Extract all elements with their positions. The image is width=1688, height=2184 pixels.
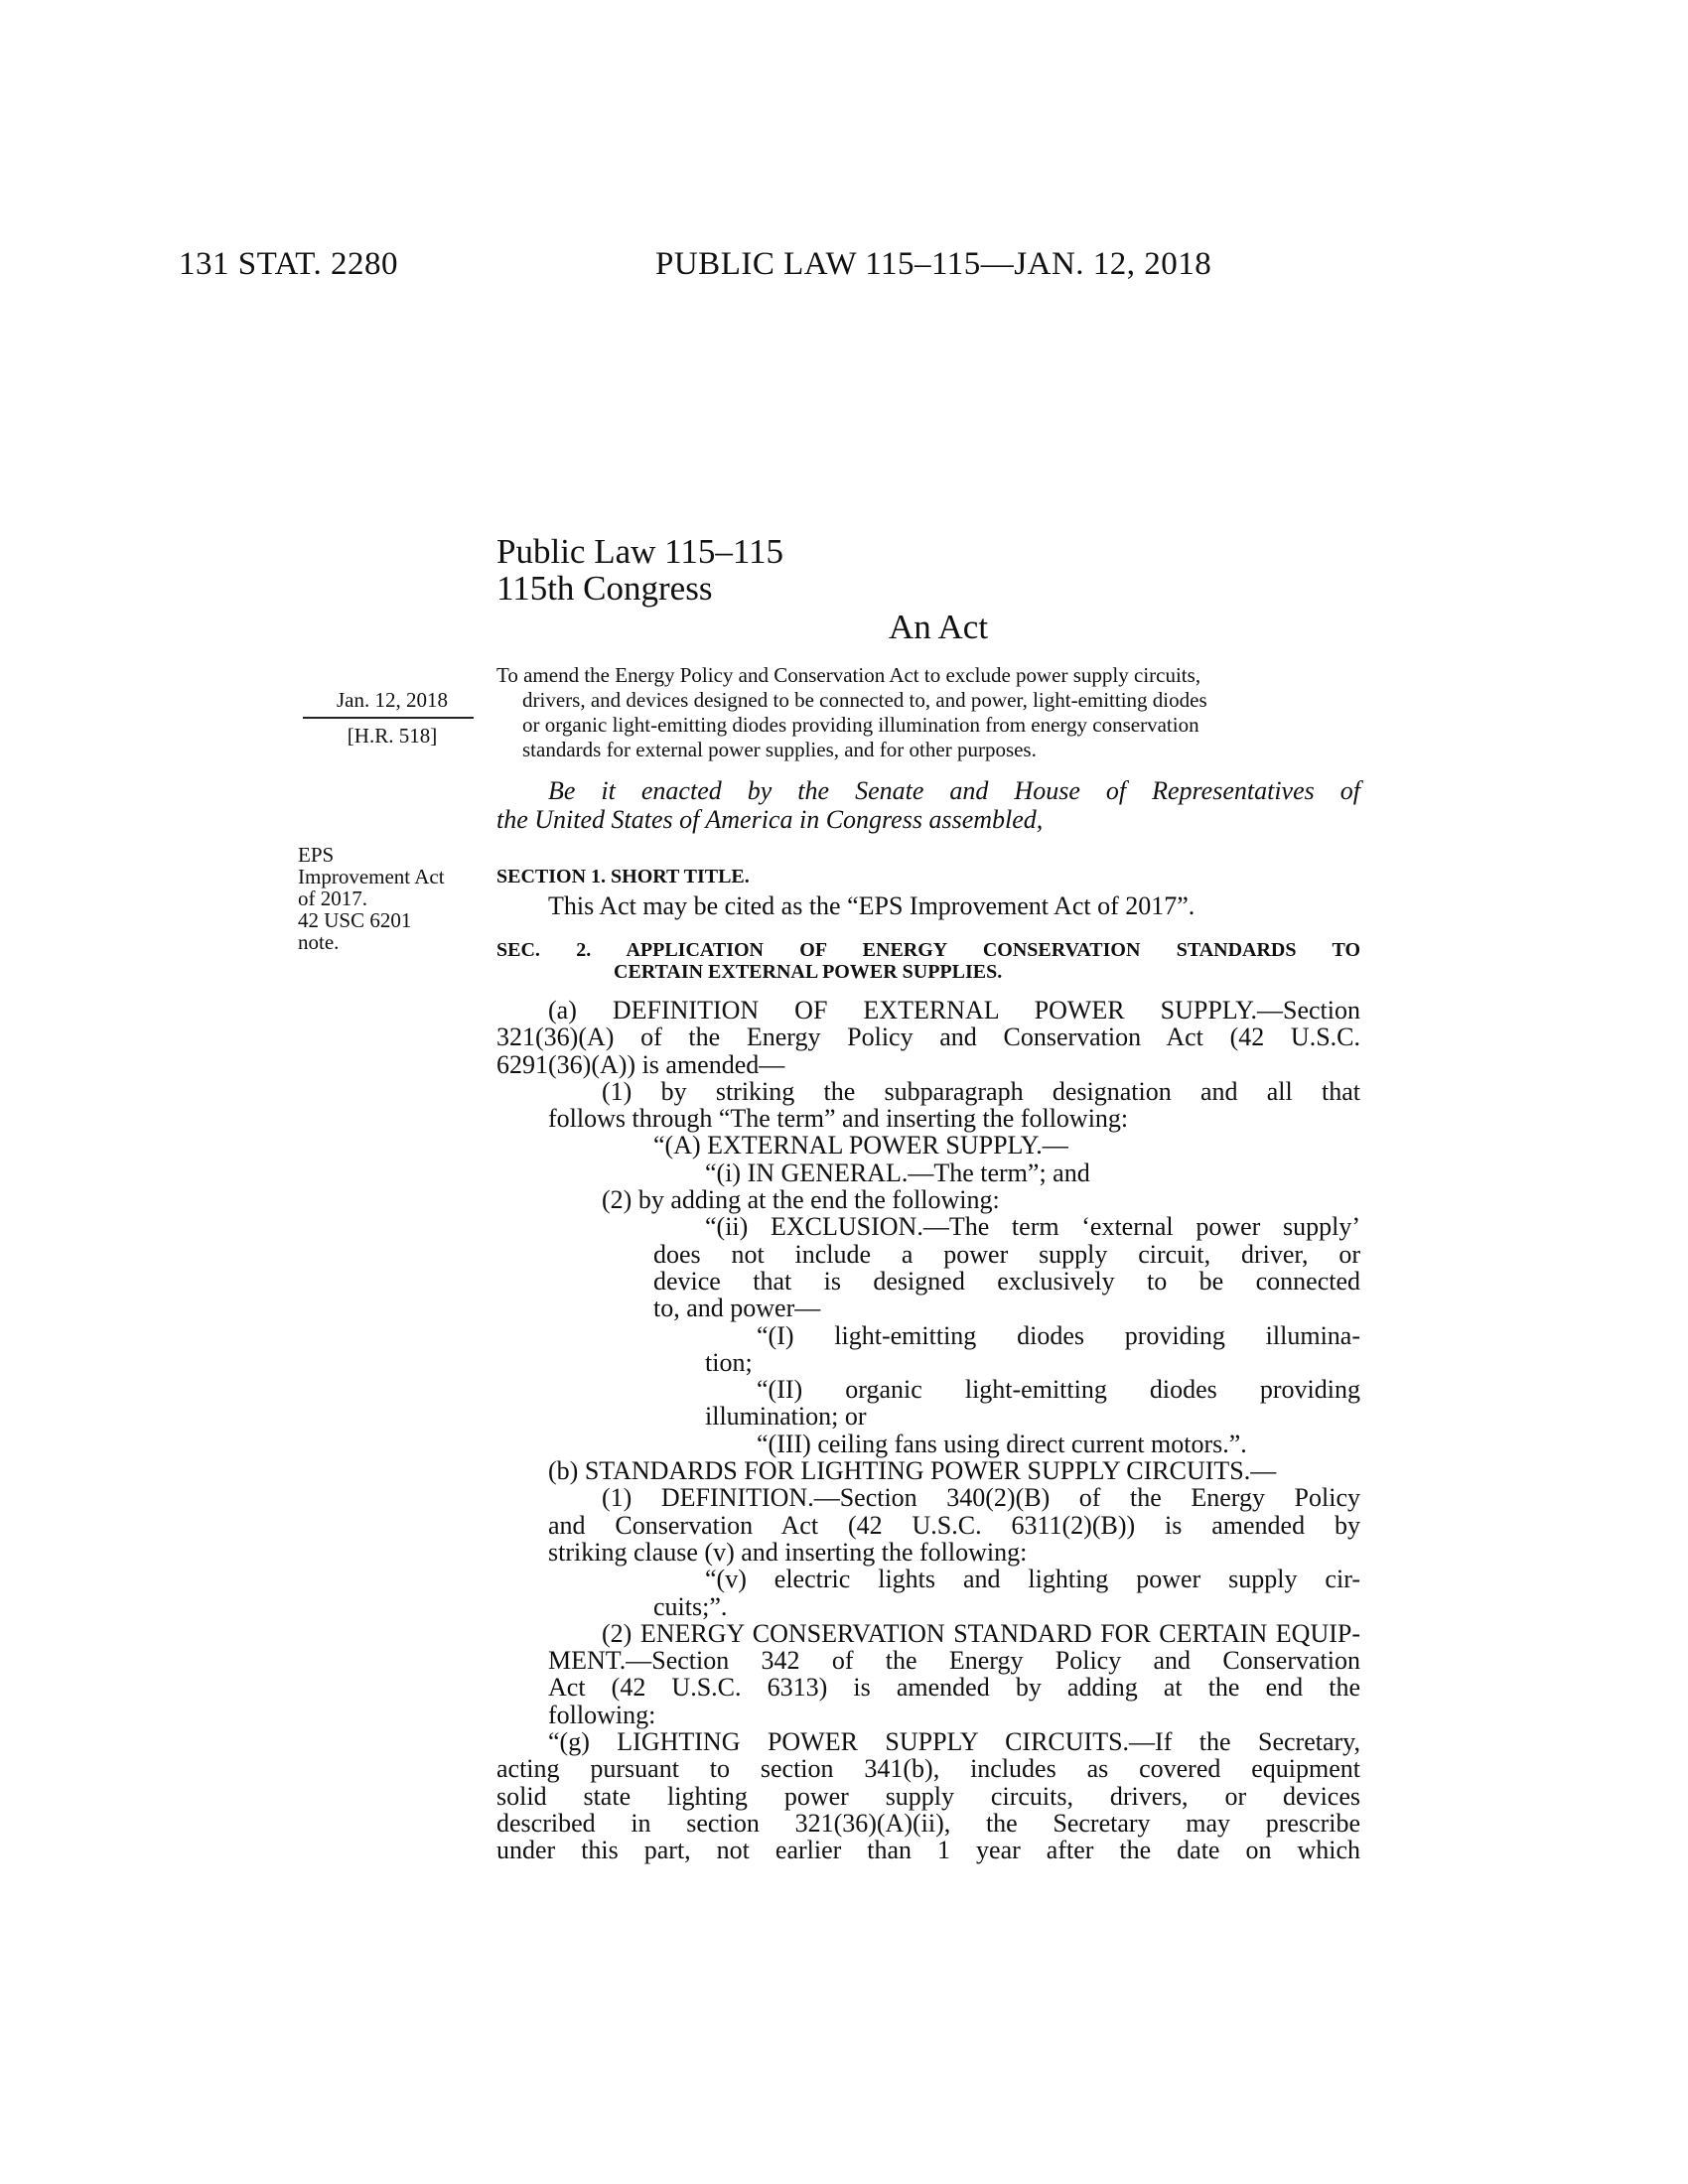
- margin-note-line: EPS: [298, 843, 335, 867]
- short-title-text: This Act may be cited as the “EPS Improvement Act of 2017”.: [548, 891, 1196, 920]
- body-line: (2) by adding at the end the following:: [602, 1185, 1000, 1215]
- body-line: described in section 321(36)(A)(ii), the Secretary may prescribe: [496, 1808, 1360, 1838]
- body-line: does not include a power supply circuit, driver, or: [653, 1239, 1360, 1269]
- body-line: “(v) electric lights and lighting power supply cir-: [705, 1565, 1360, 1594]
- body-line: device that is designed exclusively to be connected: [653, 1266, 1360, 1296]
- margin-note-line: 42 USC 6201: [298, 908, 412, 932]
- public-law-title: Public Law 115–115: [496, 532, 784, 571]
- purpose-line: or organic light-emitting diodes providing illumination from energy conservation: [522, 713, 1199, 737]
- body-line: tion;: [705, 1347, 753, 1377]
- enacting-line: Be it enacted by the Senate and House of Representatives of: [548, 776, 1360, 805]
- body-line: (a) DEFINITION OF EXTERNAL POWER SUPPLY.—Section: [548, 996, 1360, 1024]
- running-header: PUBLIC LAW 115–115—JAN. 12, 2018: [655, 246, 1212, 282]
- enacting-line: the United States of America in Congress assembled,: [496, 805, 1044, 834]
- purpose-line: drivers, and devices designed to be connected to, and power, light-emitting diodes: [522, 688, 1207, 712]
- body-line: to, and power—: [653, 1294, 821, 1323]
- body-line: under this part, not earlier than 1 year after the date on which: [496, 1836, 1360, 1865]
- body-line: “(I) light-emitting diodes providing illumina-: [757, 1320, 1360, 1350]
- body-line: (1) by striking the subparagraph designation and all that: [602, 1076, 1360, 1106]
- purpose-line: standards for external power supplies, and for other purposes.: [522, 738, 1037, 761]
- margin-note-line: Improvement Act: [298, 865, 445, 888]
- an-act-heading: An Act: [888, 608, 989, 646]
- margin-note-line: of 2017.: [298, 887, 367, 910]
- congress-title: 115th Congress: [496, 569, 713, 608]
- body-line: cuits;”.: [653, 1591, 728, 1621]
- body-line: follows through “The term” and inserting the following:: [548, 1104, 1129, 1134]
- body-line: following:: [548, 1700, 656, 1729]
- body-line: and Conservation Act (42 U.S.C. 6311(2)(B)) is amended by: [548, 1510, 1360, 1540]
- act-purpose: [496, 663, 1360, 762]
- section-2-body: [496, 997, 1360, 1864]
- body-line: “(II) organic light-emitting diodes providing: [757, 1375, 1360, 1405]
- body-line: “(g) LIGHTING POWER SUPPLY CIRCUITS.—If the Secretary,: [548, 1727, 1360, 1757]
- body-line: “(A) EXTERNAL POWER SUPPLY.—: [653, 1131, 1068, 1160]
- body-line: 321(36)(A) of the Energy Policy and Conservation Act (42 U.S.C.: [496, 1023, 1360, 1052]
- section-2-heading-line: CERTAIN EXTERNAL POWER SUPPLIES.: [614, 961, 1003, 983]
- body-line: “(ii) EXCLUSION.—The term ‘external power supply’: [705, 1212, 1360, 1242]
- section-2-heading: [496, 939, 1360, 983]
- section-2-heading-line: SEC. 2. APPLICATION OF ENERGY CONSERVATION STANDARDS TO: [496, 939, 1360, 961]
- body-line: “(i) IN GENERAL.—The term”; and: [705, 1158, 1090, 1187]
- body-line: solid state lighting power supply circuits, drivers, or devices: [496, 1781, 1360, 1811]
- body-line: (1) DEFINITION.—Section 340(2)(B) of the Energy Policy: [602, 1483, 1360, 1513]
- body-line: (2) ENERGY CONSERVATION STANDARD FOR CERTAIN EQUIP-: [602, 1618, 1360, 1648]
- section-1-heading: SECTION 1. SHORT TITLE.: [496, 866, 750, 887]
- body-line: MENT.—Section 342 of the Energy Policy and Conservation: [548, 1646, 1360, 1676]
- body-line: acting pursuant to section 341(b), includes as covered equipment: [496, 1754, 1360, 1784]
- body-line: Act (42 U.S.C. 6313) is amended by adding at the end the: [548, 1673, 1360, 1703]
- body-line: striking clause (v) and inserting the following:: [548, 1537, 1028, 1567]
- body-line: (b) STANDARDS FOR LIGHTING POWER SUPPLY CIRCUITS.—: [548, 1456, 1277, 1486]
- margin-bill-number: [H.R. 518]: [347, 724, 438, 748]
- body-line: 6291(36)(A)) is amended—: [496, 1049, 785, 1079]
- margin-note-eps: [298, 844, 477, 953]
- margin-note-line: note.: [298, 930, 340, 954]
- body-line: “(III) ceiling fans using direct current motors.”.: [757, 1429, 1247, 1458]
- margin-divider: [303, 717, 474, 719]
- body-line: illumination; or: [705, 1402, 867, 1432]
- purpose-line: To amend the Energy Policy and Conservation Act to exclude power supply circuits,: [496, 663, 1201, 687]
- enacting-clause: [496, 776, 1360, 834]
- page-stat-citation: 131 STAT. 2280: [179, 246, 399, 282]
- margin-date: Jan. 12, 2018: [337, 688, 448, 712]
